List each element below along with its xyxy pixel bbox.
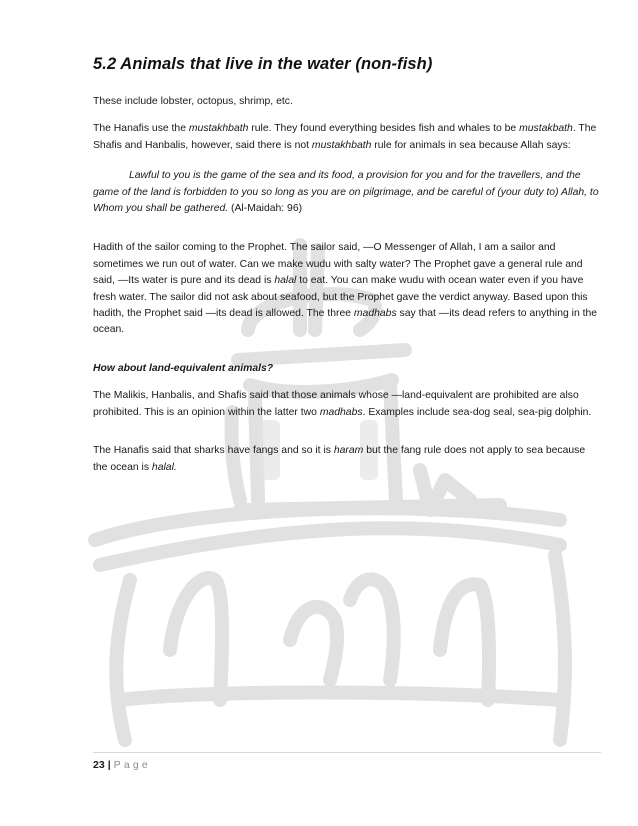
page-content [93,55,601,476]
text-run: say that ―its dead refers to anything in the ocean. [93,308,598,336]
term-madhabs: madhabs [353,308,397,320]
hadith-paragraph [93,240,601,338]
term-madhabs: madhabs [319,406,363,418]
hanafi-paragraph [93,121,601,154]
text-run: . Examples include sea-dog seal, sea-pig dolphin. [362,406,592,418]
footer-divider [93,752,601,753]
text-run: The Hanafis said that sharks have fangs and so it is [93,445,334,457]
term-mustakhbath: mustakhbath [311,139,372,151]
term-halal: halal. [151,461,177,473]
term-mustakbath: mustakbath [519,123,573,135]
term-haram: haram [333,445,364,457]
text-run: rule. They found everything besides fish and whales to be [248,123,520,135]
text-run: The Malikis, Hanbalis, and Shafis said that those animals whose ―land-equivalent are prohibited are also prohibited. This is an opinion within the latter two [93,390,579,418]
text-run: to eat. You can make wudu with ocean water even if you have fresh water. The sailor did not ask about seafood, but the Prophet gave the verdict anyway. Based upon this hadith, the Prophet said ―its dead is allowed. The three [93,275,588,320]
quote-reference: (Al-Maidah: 96) [228,203,303,215]
text-run: Hadith of the sailor coming to the Prophet. The sailor said, ―O Messenger of Allah, I am a sailor and sometimes we run out of water. Can we make wudu with salty water? The Prophet gave a general rule and said, ―Its water is pure and its dead is [93,242,583,287]
footer-separator: | [107,759,111,771]
text-run: rule for animals in sea because Allah says: [371,139,571,151]
page-number: 23 [93,759,105,771]
intro-paragraph: These include lobster, octopus, shrimp, etc. [93,96,293,107]
section-heading: 5.2 Animals that live in the water (non-fish) [93,55,433,73]
term-halal: halal [274,275,297,287]
text-run: but the fang rule does not apply to sea because the ocean is [93,445,586,473]
quran-quote [93,168,601,217]
sharks-paragraph [93,443,601,476]
quote-text: Lawful to you is the game of the sea and its food, a provision for you and for the travellers, and the game of the land is forbidden to you so long as you are on pilgrimage, and be careful of (your duty to) Allah, to Whom you shall be gathered. [93,170,599,215]
maliki-paragraph [93,388,601,421]
page-label: Page [113,759,151,771]
question-heading: How about land-equivalent animals? [93,362,274,374]
term-mustakhbath: mustakhbath [188,123,249,135]
page-footer [93,759,151,771]
text-run: . The Shafis and Hanbalis, however, said there is not [93,123,597,151]
text-run: The Hanafis use the [93,123,189,135]
